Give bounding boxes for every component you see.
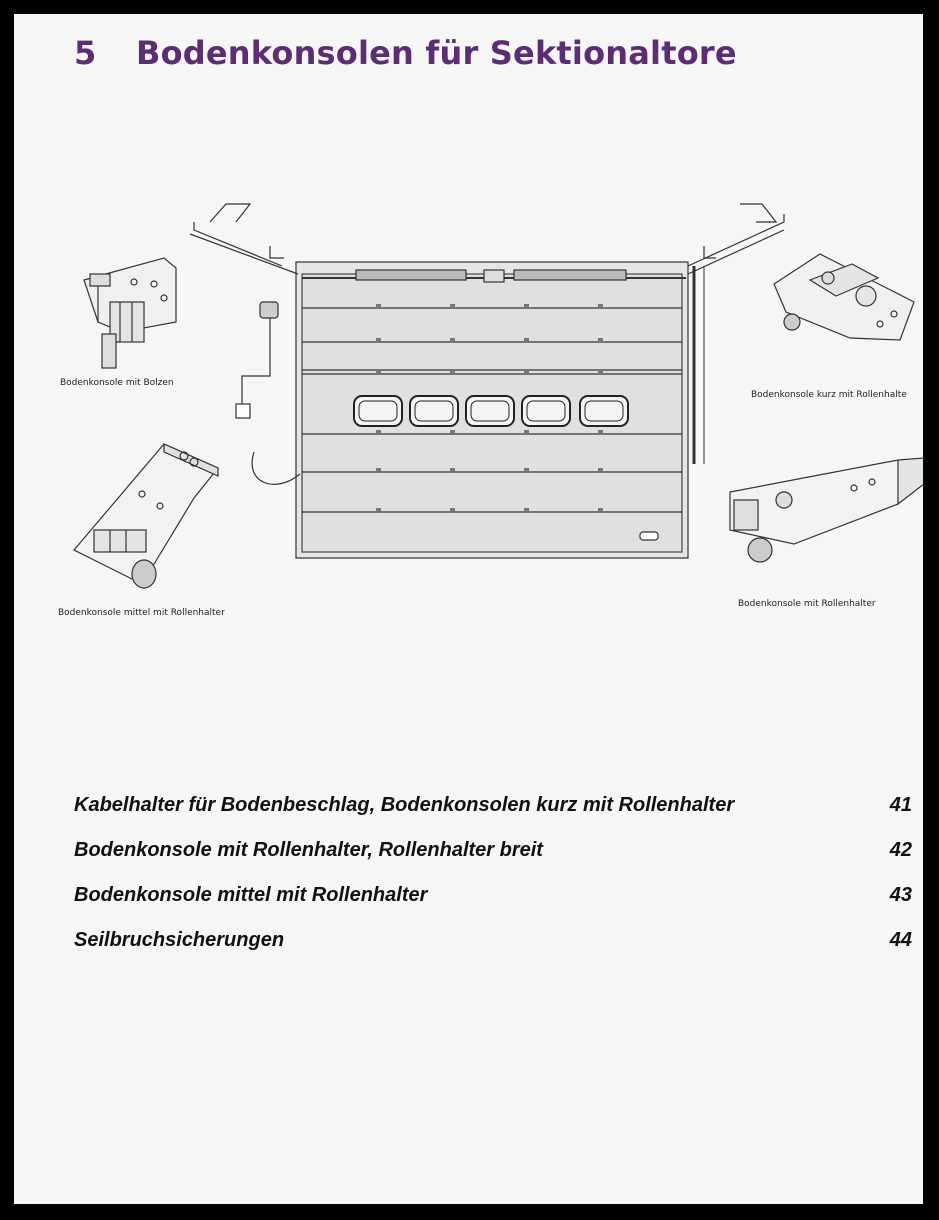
toc-entry[interactable] — [74, 929, 912, 974]
caption-medium-bracket-roller: Bodenkonsole mittel mit Rollenhalter — [58, 608, 225, 618]
document-page — [14, 14, 923, 1204]
toc-entry-page: 43 — [889, 884, 912, 906]
short-bracket-roller-drawing — [774, 254, 914, 340]
toc-entry-title: Bodenkonsole mit Rollenhalter, Rollenhalter breit — [74, 839, 543, 861]
chapter-title: Bodenkonsolen für Sektionaltore — [136, 34, 737, 72]
caption-bracket-with-bolt: Bodenkonsole mit Bolzen — [60, 378, 174, 388]
chapter-heading — [74, 34, 737, 72]
toc-entry-page: 44 — [889, 929, 912, 951]
toc-entry-page: 41 — [889, 794, 912, 816]
bracket-roller-drawing — [730, 458, 923, 562]
toc-entry-page: 42 — [889, 839, 912, 861]
toc-entry[interactable] — [74, 884, 912, 929]
sectional-door-illustration — [14, 174, 923, 634]
toc-entry-title: Bodenkonsole mittel mit Rollenhalter — [74, 884, 428, 906]
toc-entry-title: Kabelhalter für Bodenbeschlag, Bodenkonsolen kurz mit Rollenhalter — [74, 794, 735, 816]
toc-entry[interactable] — [74, 839, 912, 884]
caption-short-bracket-roller: Bodenkonsole kurz mit Rollenhalte — [751, 390, 907, 400]
door-drawing — [190, 204, 784, 558]
bracket-with-bolt-drawing — [84, 258, 176, 368]
caption-bracket-roller: Bodenkonsole mit Rollenhalter — [738, 599, 876, 609]
chapter-number: 5 — [74, 34, 97, 72]
toc-entry-title: Seilbruchsicherungen — [74, 929, 285, 951]
table-of-contents — [74, 794, 912, 974]
toc-entry[interactable] — [74, 794, 912, 839]
medium-bracket-roller-drawing — [74, 444, 218, 588]
